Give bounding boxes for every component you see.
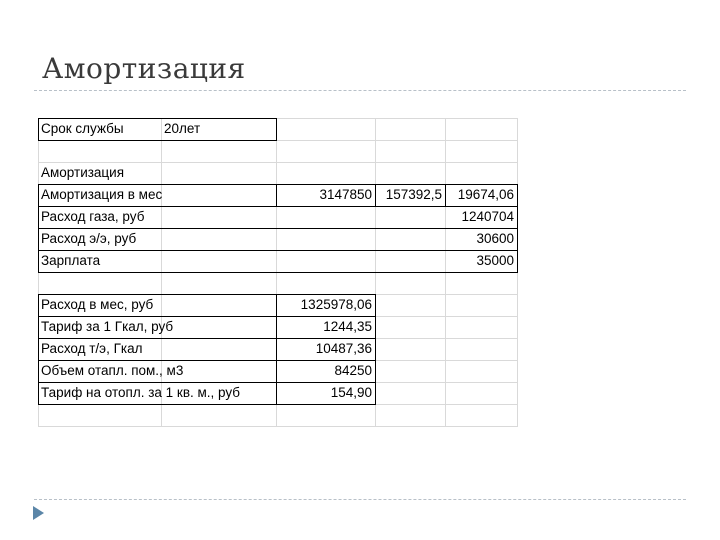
table-row-label: Расход т/э, Гкал <box>41 341 143 356</box>
table-border <box>38 184 39 272</box>
table-border <box>38 272 517 273</box>
table-border <box>38 338 375 339</box>
bottom-divider <box>34 499 686 500</box>
table-border <box>517 184 518 273</box>
table-row-label: Зарплата <box>41 253 101 268</box>
table-cell: 30600 <box>476 231 514 246</box>
table-row-label: Амортизация в мес <box>41 187 163 202</box>
table-border <box>38 382 375 383</box>
table-row-label: Тариф за 1 Гкал, руб <box>41 319 174 334</box>
table-border <box>445 184 446 206</box>
table-cell: 157392,5 <box>385 187 442 202</box>
table-border <box>38 250 517 251</box>
table-cell: 1240704 <box>461 209 514 224</box>
slide-title: Амортизация <box>42 52 246 85</box>
table-cell: 84250 <box>334 363 372 378</box>
table-border <box>38 206 517 207</box>
service-life-label: Срок службы <box>41 121 124 136</box>
table-cell: 1325978,06 <box>300 297 372 312</box>
table-row-label: Расход в мес, руб <box>41 297 154 312</box>
table-border <box>38 316 375 317</box>
table-border <box>375 184 376 206</box>
table-cell: 35000 <box>476 253 514 268</box>
table-cell: 19674,06 <box>457 187 514 202</box>
top-divider <box>34 90 686 91</box>
depreciation-label: Амортизация <box>41 165 125 180</box>
table-row-label: Расход газа, руб <box>41 209 145 224</box>
table-border <box>276 184 277 206</box>
service-life-value: 20лет <box>164 121 201 136</box>
table-row-label: Расход э/э, руб <box>41 231 137 246</box>
bullet-arrow-icon <box>33 506 44 520</box>
table-border <box>38 228 517 229</box>
table-row-label: Тариф на отопл. за 1 кв. м., руб <box>41 385 241 400</box>
table-border <box>276 294 277 404</box>
spreadsheet-table <box>38 118 518 427</box>
table-cell: 1244,35 <box>323 319 372 334</box>
table-row-label: Объем отапл. пом., м3 <box>41 363 184 378</box>
table-cell: 3147850 <box>319 187 372 202</box>
table-border <box>38 360 375 361</box>
table-cell: 10487,36 <box>315 341 372 356</box>
table-cell: 154,90 <box>330 385 372 400</box>
